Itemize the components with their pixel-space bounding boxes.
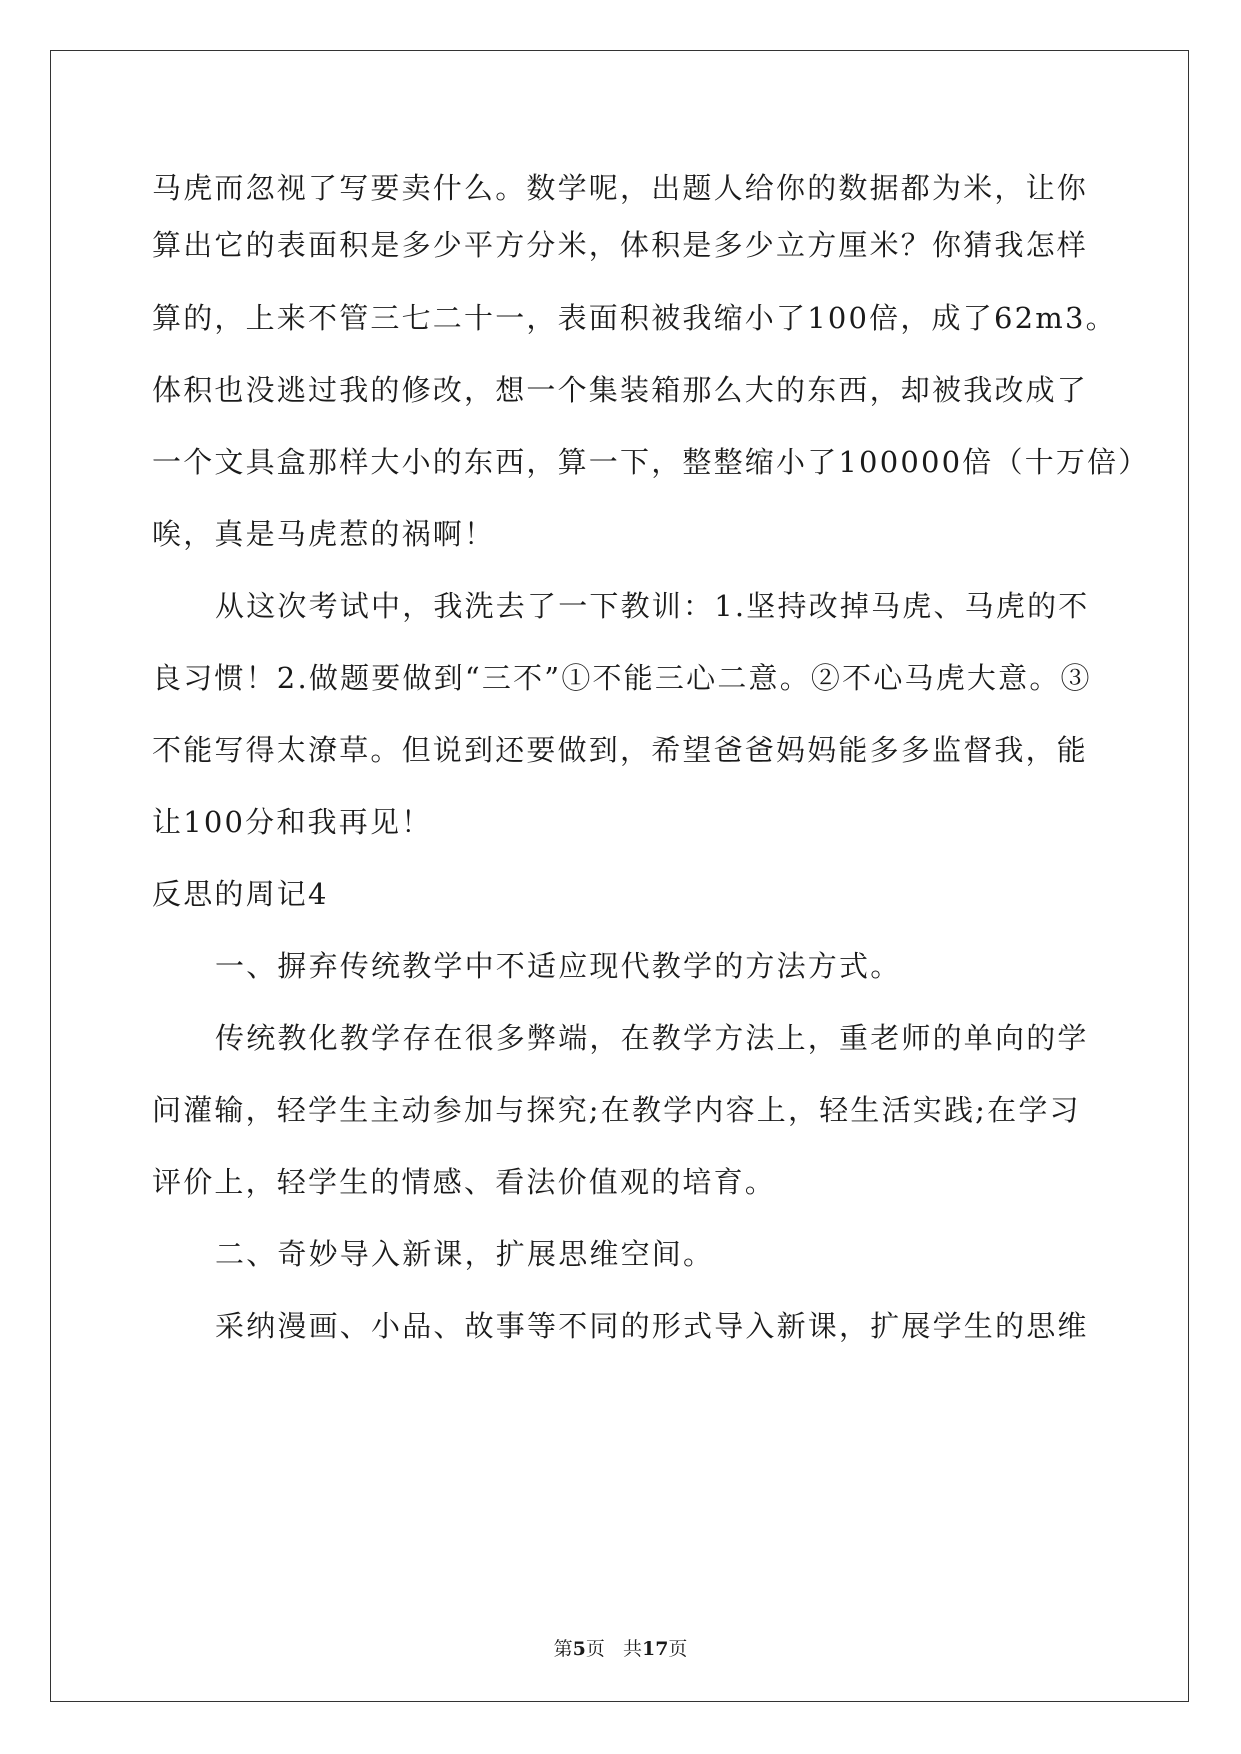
footer-total-suffix: 页 xyxy=(668,1638,688,1660)
text-line: 体积也没逃过我的修改，想一个集装箱那么大的东西，却被我改成了 xyxy=(152,373,1089,407)
text-line: 采纳漫画、小品、故事等不同的形式导入新课，扩展学生的思维 xyxy=(215,1309,1089,1343)
text-line: 评价上，轻学生的情感、看法价值观的培育。 xyxy=(152,1165,777,1199)
text-line: 良习惯！2.做题要做到“三不”①不能三心二意。②不心马虎大意。③ xyxy=(152,661,1092,695)
footer-prefix: 第 xyxy=(553,1638,573,1660)
subsection-title: 一、摒弃传统教学中不适应现代教学的方法方式。 xyxy=(215,949,902,983)
text-line: 唉，真是马虎惹的祸啊！ xyxy=(152,517,496,551)
text-line: 传统教化教学存在很多弊端，在教学方法上，重老师的单向的学 xyxy=(215,1021,1089,1055)
text-line: 算的，上来不管三七二十一，表面积被我缩小了100倍，成了62m3。 xyxy=(152,301,1117,335)
text-line: 让100分和我再见！ xyxy=(152,805,433,839)
text-line: 一个文具盒那样大小的东西，算一下，整整缩小了100000倍（十万倍） xyxy=(152,445,1150,479)
subsection-title: 二、奇妙导入新课，扩展思维空间。 xyxy=(215,1237,715,1271)
footer-page-word: 页 xyxy=(585,1638,605,1660)
text-line: 马虎而忽视了写要卖什么。数学呢，出题人给你的数据都为米，让你 xyxy=(152,171,1089,205)
footer-total-prefix: 共 xyxy=(622,1638,642,1660)
current-page-number: 5 xyxy=(572,1638,586,1660)
section-heading: 反思的周记4 xyxy=(152,877,329,911)
total-pages-number: 17 xyxy=(641,1638,669,1660)
page-footer xyxy=(0,1637,1241,1661)
text-line: 问灌输，轻学生主动参加与探究;在教学内容上，轻生活实践;在学习 xyxy=(152,1093,1081,1127)
text-line: 算出它的表面积是多少平方分米，体积是多少立方厘米？你猜我怎样 xyxy=(152,228,1089,262)
text-line: 从这次考试中，我洗去了一下教训：1.坚持改掉马虎、马虎的不 xyxy=(215,589,1090,623)
text-line: 不能写得太潦草。但说到还要做到，希望爸爸妈妈能多多监督我，能 xyxy=(152,733,1089,767)
